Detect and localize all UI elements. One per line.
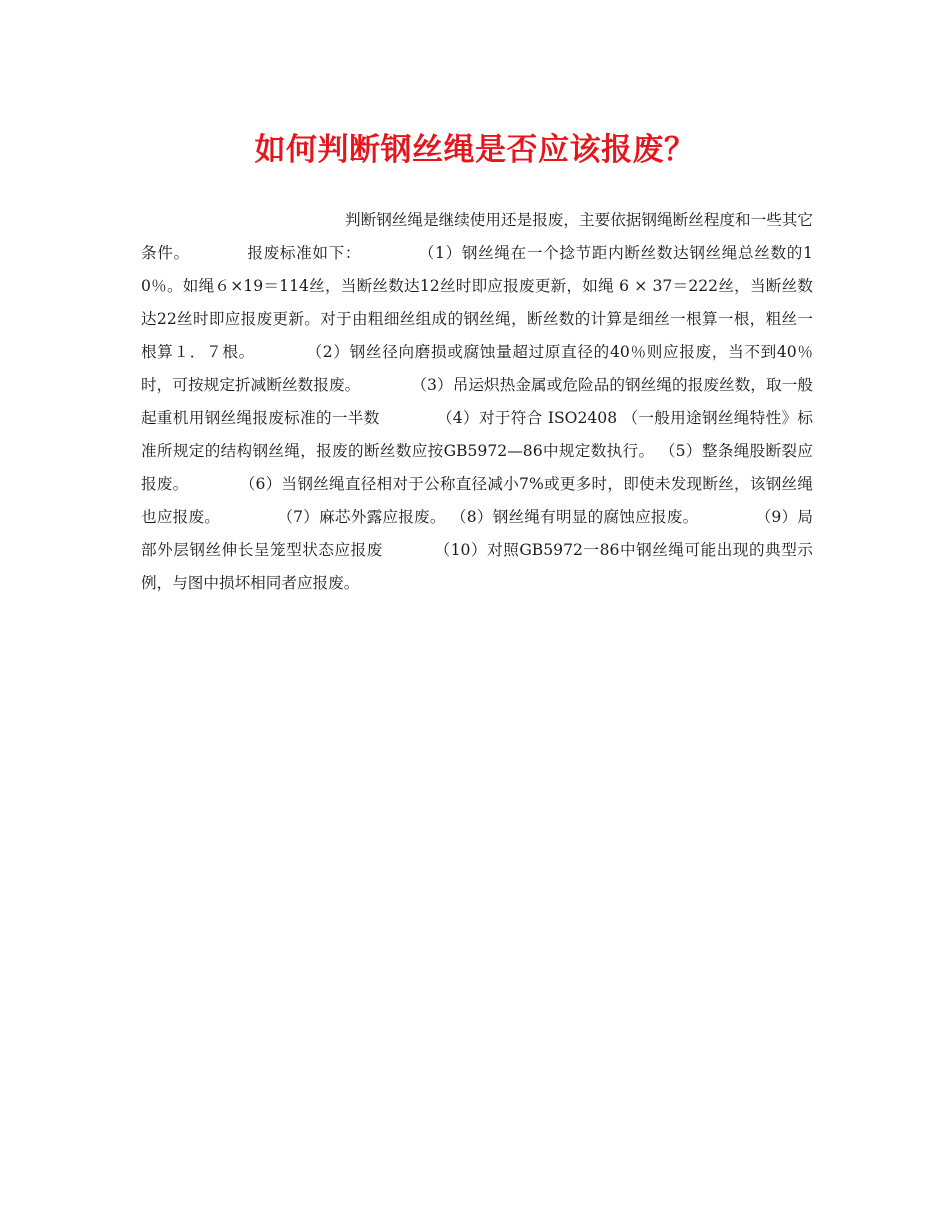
standard-heading: 报废标准如下：	[247, 244, 362, 262]
criterion-2: （2）钢丝径向磨损或腐蚀量超过原直径的40％则应报废，当不到40％时，可按规定折减断丝数报废。	[141, 343, 813, 394]
criterion-7: （7）麻芯外露应报废。	[277, 508, 446, 526]
document-body	[141, 204, 813, 600]
criterion-3: （3）吊运炽热金属或危险品的钢丝绳的报废丝数，取一般起重机用钢丝绳报废标准的一半数	[141, 376, 813, 427]
criterion-1: （1）钢丝绳在一个捻节距内断丝数达钢丝绳总丝数的10％。如绳６×19＝114丝，当断丝数达12丝时即应报废更新，如绳 6 × 37＝222丝，当断丝数达22丝时即应报废更新。对于由粗细丝组成的钢丝绳，断丝数的计算是细丝一根算一根，粗丝一根算１．７根。	[141, 244, 813, 361]
document-title: 如何判断钢丝绳是否应该报废？	[254, 132, 696, 168]
criterion-6: （6）当钢丝绳直径相对于公称直径减小7%或更多时，即使未发现断丝，该钢丝绳也应报废。	[141, 475, 813, 526]
criterion-8: （8）钢丝绳有明显的腐蚀应报废。	[450, 508, 699, 526]
criterion-10: （10）对照GB5972一86中钢丝绳可能出现的典型示例，与图中损坏相同者应报废。	[141, 541, 813, 592]
criterion-4: （4）对于符合 ISO2408 （一般用途钢丝绳特性》标准所规定的结构钢丝绳，报废的断丝数应按GB5972—86中规定数执行。	[141, 409, 813, 460]
criterion-9: （9）局部外层钢丝伸长呈笼型状态应报废	[141, 508, 813, 559]
intro-sentence: 判断钢丝绳是继续使用还是报废，主要依据钢绳断丝程度和一些其它条件。	[141, 211, 813, 262]
criterion-5: （5）整条绳股断裂应报废。	[141, 442, 813, 493]
